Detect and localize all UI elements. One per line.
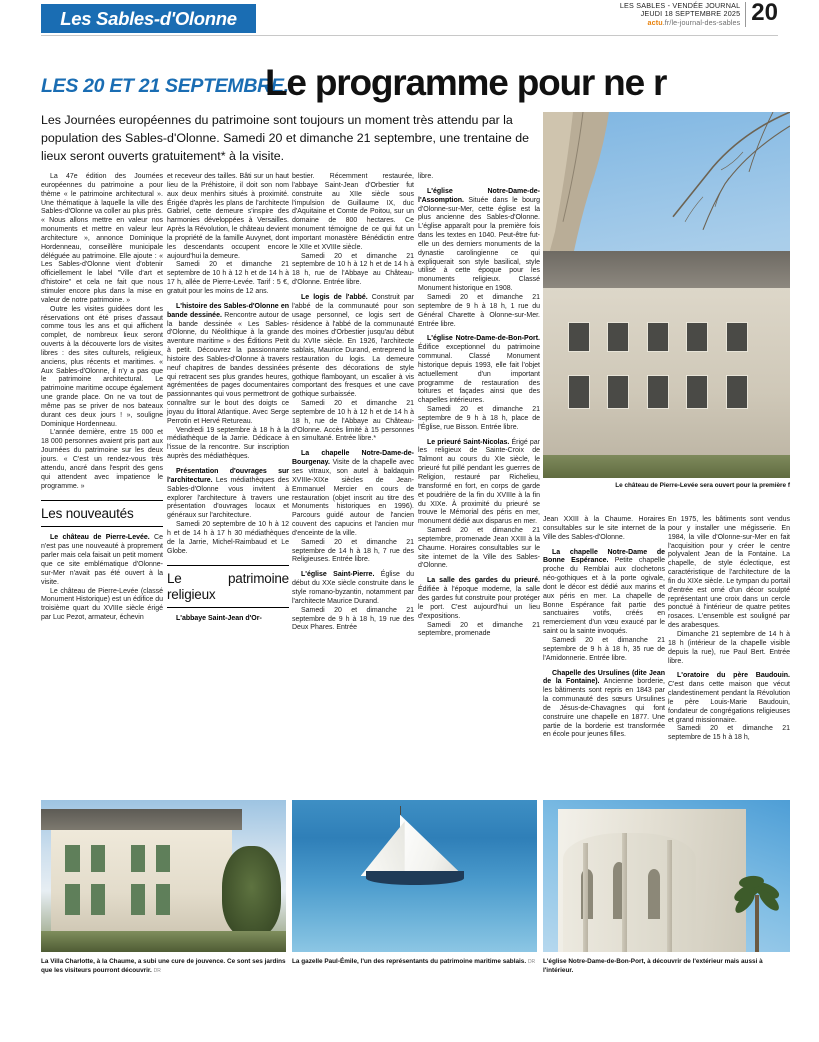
castle-facade bbox=[543, 288, 790, 478]
paragraph bbox=[292, 450, 414, 538]
palm-tree bbox=[731, 873, 785, 952]
paragraph: Samedi 20 et dimanche 21 septembre de 9 h à 18 h, place de l'Église, rue Bisson. Entrée libre. bbox=[418, 406, 540, 431]
photo-chateau-pierre-levee bbox=[543, 112, 790, 478]
paragraph bbox=[418, 335, 540, 406]
paragraph: Samedi 20 et dimanche 21 septembre de 10 h à 12 h et de 14 h à 17 h, allée de Pierre-Levée. Tarif : 5 €, gratuit pour les moins de 12 ans. bbox=[167, 261, 289, 295]
text-column-3 bbox=[292, 173, 414, 633]
paragraph: Samedi 20 et dimanche 21 septembre de 9 h à 18 h, 35 rue de l'Amidonnerie. Entrée libre. bbox=[543, 636, 665, 662]
paragraph-body: Construit par l'abbé de la communauté pour son usage personnel, ce logis sert de résidence à l'abbé de la communauté des moines d'Orbestier jusqu'au début du XVIIe siècle. En 1926, l'architecte sablais, Maurice Durand, entreprend la restauration du logis. La demeure présente des décorations de style gothique flamboyant, un escalier à vis comportant des fresques et une cave gothique surbaissée. bbox=[292, 293, 414, 399]
paragraph-body: Les médiathèques des Sables-d'Olonne vous invitent à explorer l'architecture à travers une présentation d'ouvrages locaux et généraux sur l'architecture. bbox=[167, 476, 289, 520]
text-column-1 bbox=[41, 173, 163, 623]
subhead-title: Les nouveautés bbox=[41, 506, 134, 522]
photo-gazelle-paul-emile bbox=[292, 800, 537, 952]
paragraph bbox=[292, 294, 414, 400]
paragraph bbox=[418, 188, 540, 294]
paragraph bbox=[418, 577, 540, 621]
paragraph bbox=[418, 439, 540, 527]
paragraph-lead: L'église Notre-Dame-de-Bon-Port. bbox=[427, 335, 540, 343]
caption-eglise-notre-dame-de-bon-port bbox=[543, 958, 790, 975]
section-tab bbox=[41, 4, 256, 33]
paragraph-body: Église du début du XXe siècle construite dans le style romano-byzantin, notamment par l'architecte Maurice Durand. bbox=[292, 571, 415, 605]
paragraph: Le château de Pierre-Levée (classé Monument Historique) est un édifice du troisième quart du XVIIIe siècle érigé par Luc Pezot, armateur, échevin bbox=[41, 587, 163, 622]
paragraph-lead: Le château de Pierre-Levée. bbox=[50, 534, 150, 542]
castle-window bbox=[568, 375, 590, 409]
paragraph: Samedi 20 et dimanche 21 septembre, promenade Jean XXIII à la Chaume. Horaires consultables sur le site internet de la Ville des Sables-d'Olonne. bbox=[418, 527, 540, 570]
castle-window bbox=[647, 322, 669, 352]
villa-shutter bbox=[156, 884, 171, 915]
caption-villa-charlotte bbox=[41, 958, 286, 975]
website-url: .fr/le-journal-des-sables bbox=[662, 17, 741, 27]
actu-brand: actu bbox=[647, 17, 663, 27]
villa-shutter bbox=[156, 845, 171, 872]
photo-credit: DR bbox=[153, 967, 161, 974]
paragraph: Samedi 20 et dimanche 21 septembre de 15 h à 18 h, bbox=[668, 725, 790, 742]
caption-text: La Villa Charlotte, à la Chaume, a subi une cure de jouvence. Ce sont ses jardins que les visiteurs pourront découvrir. bbox=[41, 958, 286, 974]
paragraph-lead: L'église Notre-Dame-de-l'Assomption. bbox=[418, 187, 540, 204]
page-number: 20 bbox=[751, 0, 778, 26]
masthead-info bbox=[620, 2, 778, 27]
castle-window bbox=[726, 375, 748, 409]
villa-shutter bbox=[65, 884, 80, 915]
church-buttress bbox=[583, 843, 588, 952]
divider bbox=[167, 607, 289, 608]
caption-text: L'église Notre-Dame-de-Bon-Port, à découvrir de l'extérieur mais aussi à l'intérieur. bbox=[543, 958, 763, 974]
villa-facade bbox=[51, 830, 232, 933]
caption-gazelle-paul-emile bbox=[292, 958, 537, 967]
article-headline: Le programme pour ne r bbox=[265, 62, 667, 103]
church-buttress bbox=[667, 840, 672, 952]
masthead-text-block bbox=[620, 2, 746, 27]
paragraph-lead: La chapelle Notre-Dame de Bonne Espérance. bbox=[543, 548, 665, 565]
paragraph: Jean XXIII à la Chaume. Horaires consultables sur le site internet de la Ville des Sables-d'Olonne. bbox=[543, 516, 665, 541]
castle-window bbox=[647, 375, 669, 409]
castle-window bbox=[686, 322, 708, 352]
paragraph: et receveur des tailles. Bâti sur un haut lieu de la Préhistoire, il doit son nom aux deux menhirs situés à proximité. Érigée d'après les plans de l'architecte Gabriel, cette demeure s'inspire des harmonies développées à Versailles. Après la Révolution, le château devient la propriété de la famille Auvynet, dont les descendants occupent encore aujourd'hui la demeure. bbox=[167, 173, 289, 260]
castle-lawn bbox=[543, 455, 790, 478]
garden-hedge bbox=[41, 931, 286, 952]
publication-website bbox=[620, 19, 740, 27]
paragraph-lead: Le logis de l'abbé. bbox=[301, 293, 368, 301]
paragraph-lead: L'abbaye Saint-Jean d'Or- bbox=[176, 614, 262, 622]
villa-shutter bbox=[91, 884, 106, 915]
text-column-2 bbox=[167, 173, 289, 624]
paragraph-lead: La chapelle Notre-Dame-de-Bourgenay. bbox=[292, 450, 414, 467]
paragraph: Outre les visites guidées dont les réservations ont été prises d'assaut comme tous les ans et qui affichent complet, de nombreux lieux seront ouverts à la découverte lors de visites libres : des sites culturels, religieux, anciens, plus récents et maritimes. « Aux Sables-d'Olonne, il n'y a pas que le patrimoine architectural. Le patrimoine maritime occupe également une grande place. On ne va tout de même pas se priver de nos bateaux durant ces deux jours ! », souligne Dominique Hordenneau. bbox=[41, 305, 163, 428]
publication-name: LES SABLES - VENDÉE JOURNAL bbox=[619, 1, 741, 10]
paragraph: bestier. Récemment restaurée, l'abbaye Saint-Jean d'Orbestier fut construite au XIIe siècle sous l'impulsion de Guillaume IX, duc d'Aquitaine et Comte de Poitou, sur un domaine de 800 hectares. Ce monument témoigne de ce qui fut un important monastère Bénédictin entre le XIIe et XVIIIe siècle. bbox=[292, 173, 414, 251]
castle-window bbox=[607, 322, 629, 352]
paragraph-body: Édifiée à l'époque moderne, la salle des gardes fut construite pour protéger le port. C'est aujourd'hui un lieu d'expositions. bbox=[418, 586, 540, 620]
paragraph: Vendredi 19 septembre à 18 h à la médiathèque de la Jarrie. Dédicace à l'issue de la rencontre. Sur inscription auprès des médiathèques. bbox=[167, 426, 289, 461]
garden-tree bbox=[222, 846, 281, 937]
paragraph: Samedi 20 septembre de 10 h à 12 h et de 14 h à 17 h 30 médiathèques de la Jarrie, Michel-Raimbaud et Le Globe. bbox=[167, 521, 289, 555]
church-buttress bbox=[622, 833, 627, 952]
villa-shutter bbox=[65, 845, 80, 872]
paragraph-body: Ce n'est pas une nouveauté à proprement parler mais cela faisait un petit moment que ce site emblématique d'Olonne-sur-Mer n'avait pas été ouvert à la visite. bbox=[41, 534, 163, 586]
villa-shutter bbox=[131, 845, 146, 872]
paragraph: Samedi 20 et dimanche 21 septembre, promenade bbox=[418, 621, 540, 638]
church-window bbox=[648, 869, 660, 919]
masthead-divider bbox=[41, 35, 778, 36]
subhead-patrimoine-religieux bbox=[167, 565, 289, 607]
paragraph-lead: La salle des gardes du prieuré. bbox=[427, 577, 540, 585]
article-kicker: LES 20 ET 21 SEPTEMBRE. bbox=[41, 75, 289, 97]
caption-text: La gazelle Paul-Émile, l'un des représentants du patrimoine maritime sablais. bbox=[292, 958, 527, 965]
paragraph: Samedi 20 et dimanche 21 septembre de 14 h à 18 h, 7 rue des Religieuses. Entrée libre. bbox=[292, 538, 414, 564]
villa-shutter bbox=[91, 845, 106, 872]
article-standfirst: Les Journées européennes du patrimoine sont toujours un moment très attendu par la population des Sables-d'Olonne. Samedi 20 et dimanche 21 septembre, une trentaine de lieux seront ouverts gratuitement* à la visite. bbox=[41, 113, 529, 163]
paragraph-lead: L'histoire des Sables-d'Olonne en bande dessinée. bbox=[167, 302, 289, 319]
paragraph-body: C'est dans cette maison que vécut clandestinement pendant la Révolution le père Louis-Marie Baudouin, fondateur de congrégations religieuses et grand missionnaire. bbox=[668, 681, 790, 724]
photo-villa-charlotte bbox=[41, 800, 286, 952]
paragraph bbox=[167, 615, 289, 624]
section-tab-label: Les Sables-d'Olonne bbox=[60, 7, 237, 29]
villa-shutter bbox=[131, 884, 146, 915]
boat-hull bbox=[366, 871, 464, 885]
photo-credit: DR bbox=[527, 959, 536, 965]
paragraph-lead: Chapelle des Ursulines (dite Jean de la Fontaine). bbox=[543, 669, 665, 686]
villa-roof bbox=[41, 809, 242, 830]
paragraph: Samedi 20 et dimanche 21 septembre de 9 h à 18 h, 1 rue du Général Charette à Olonne-sur-Mer. Entrée libre. bbox=[418, 293, 540, 328]
paragraph bbox=[41, 534, 163, 587]
subhead-title: Le patrimoine religieux bbox=[167, 571, 289, 602]
paragraph bbox=[543, 670, 665, 741]
paragraph-body: Érigé par les religieux de Sainte-Croix de Talmont au cours du XIe siècle, le prieuré fut pillé pendant les guerres de Religion, restauré par Richelieu, transformé en fort, en corps de garde et poudrière de la fin du XVIIIe à la fin du XIXe. À proximité du prieuré se trouve le Mémorial des péris en mer, monument dédié aux disparus en mer. bbox=[418, 438, 540, 526]
divider bbox=[41, 500, 163, 501]
paragraph-lead: L'oratoire du père Baudouin. bbox=[677, 672, 790, 680]
paragraph: La 47e édition des Journées européennes du patrimoine a pour thème « le patrimoine architectural ». Une thématique à laquelle la ville des Sables-d'Olonne va coller au plus près. « Nous allons mettre en valeur nos monuments et mettre en valeur leur architecture », annonce Dominique Hordenneau, conseillère municipale déléguée au patrimoine. Elle ajoute : « Les Sables-d'Olonne vient d'obtenir officiellement le label "Ville d'art et d'histoire" et cela ne fait que nous stimuler encore plus dans la mise en valeur de notre patrimoine. » bbox=[41, 173, 163, 304]
paragraph: Samedi 20 et dimanche 21 septembre de 10 h à 12 h et de 14 h à 18 h, rue de l'Abbaye au Château-d'Olonne. Entrée libre. bbox=[292, 252, 414, 287]
palm-trunk bbox=[755, 895, 759, 952]
publication-date: JEUDI 18 SEPTEMBRE 2025 bbox=[640, 9, 741, 19]
paragraph: Samedi 20 et dimanche 21 septembre de 10 h à 12 h et de 14 h à 18 h, rue de l'Abbaye au Château-d'Olonne. Accès limité à 15 personnes en simultané. Entrée libre.* bbox=[292, 400, 414, 443]
paragraph bbox=[167, 468, 289, 521]
castle-window bbox=[568, 322, 590, 352]
paragraph: libre. bbox=[418, 173, 434, 180]
subhead-les-nouveautes bbox=[41, 500, 163, 527]
text-column-5 bbox=[543, 516, 665, 740]
paragraph-lead: L'église Saint-Pierre. bbox=[301, 571, 375, 579]
paragraph bbox=[167, 303, 289, 427]
paragraph: Dimanche 21 septembre de 14 h à 18 h (intérieur de la chapelle visible depuis la rue), rue Paul Bert. Entrée libre. bbox=[668, 630, 790, 665]
paragraph bbox=[543, 549, 665, 637]
paragraph-body: Petite chapelle proche du Remblai aux clochetons néo-gothiques et à la porte ogivale, dont le décor est dédié aux marins et aux péris en mer. La chapelle de Bonne Espérance fait partie des sanctuaires votifs, créés en remerciement d'un vœu exaucé par le saint ou la sainte invoqués. bbox=[543, 557, 666, 636]
paragraph-body: Ancienne borderie, les bâtiments sont repris en 1843 par la communauté des sœurs Ursulines de Jésus-de-Chavagnes qui font construire une chapelle en 1877. Une partie de la borderie est transformée en école pour jeunes filles. bbox=[543, 678, 665, 739]
paragraph bbox=[292, 571, 414, 606]
text-column-4 bbox=[418, 173, 540, 639]
paragraph-lead: Le prieuré Saint-Nicolas. bbox=[427, 438, 510, 446]
paragraph-lead: Présentation d'ouvrages sur l'architecture. bbox=[167, 468, 289, 484]
divider bbox=[41, 526, 163, 527]
paragraph: Samedi 20 et dimanche 21 septembre de 9 h à 18 h, 19 rue des Deux Phares. Entrée bbox=[292, 606, 414, 632]
paragraph-body: Visite de la chapelle avec ses vitraux, son autel à baldaquin XVIIIe-XIXe siècles de Jean-Emmanuel Mercier en cours de restauration (objet inscrit au titre des Monuments historiques en 1996). Parcours guidé autour de l'ancien couvent des capucins et l'ancien mur d'enceinte de la ville. bbox=[292, 459, 414, 537]
paragraph-body: Édifice exceptionnel du patrimoine communal. Classé Monument historique depuis 1993, elle fait l'objet actuellement d'un important programme de restauration des toitures et façades ainsi que des chapelles intérieures. bbox=[418, 344, 540, 405]
paragraph: L'année dernière, entre 15 000 et 18 000 personnes avaient pris part aux Journées du patrimoine sur les deux jours. « C'est un rendez-vous très attendu, ancré dans l'esprit des gens qui attendent avec impatience le programme. » bbox=[41, 429, 163, 490]
castle-roof bbox=[543, 251, 790, 288]
divider bbox=[167, 565, 289, 566]
photo-eglise-notre-dame-de-bon-port bbox=[543, 800, 790, 952]
paragraph: En 1975, les bâtiments sont vendus pour y installer une mégisserie. En 1984, la ville d'Olonne-sur-Mer en fait l'acquisition pour y créer le centre polyvalent Jean de la Fontaine. La chapelle, de style éclectique, est caractéristique de l'architecture de la fin du XIXe siècle. Le tympan du portail d'entrée est orné d'un décor sculpté représentant une croix dans un cercle ponctué à l'intérieur de quatre petites rosaces. L'ensemble est souligné par des arabesques. bbox=[668, 516, 790, 630]
castle-window bbox=[726, 322, 748, 352]
paragraph-body: Située dans le bourg d'Olonne-sur-Mer, cette église est la plus ancienne des Sables-d'Olonne. L'église apparaît pour la première fois dans les textes en 1040. Peut-être fut-elle un des derniers monuments de la dynastie carolingienne ce qui expliquerait son style basilical, style utilisé à cette époque pour les monuments religieux. Classé Monument historique en 1908. bbox=[418, 196, 540, 293]
masthead bbox=[0, 0, 819, 52]
caption-chateau-pierre-levee: Le château de Pierre-Levée sera ouvert pour la première f bbox=[615, 482, 790, 489]
text-column-6 bbox=[668, 516, 790, 743]
paragraph bbox=[668, 672, 790, 725]
castle-window bbox=[607, 375, 629, 409]
castle-window bbox=[686, 375, 708, 409]
paragraph-body: Rencontre autour de la bande dessinée « Les Sables-d'Olonne, du Néolithique à la grande aventure maritime » des Éditions Petit à petit. Découvrez la passionnante histoire des Sables-d'Olonne à travers neuf chapitres de bandes dessinées qui retracent ses plus grandes heures, agrémentées de pages documentaires passionnantes qui vous permettront de connaître sur le bout des doigts ce joyau du littoral Atlantique. Avec Serge Perrotin et Hervé Retureau. bbox=[167, 311, 290, 425]
